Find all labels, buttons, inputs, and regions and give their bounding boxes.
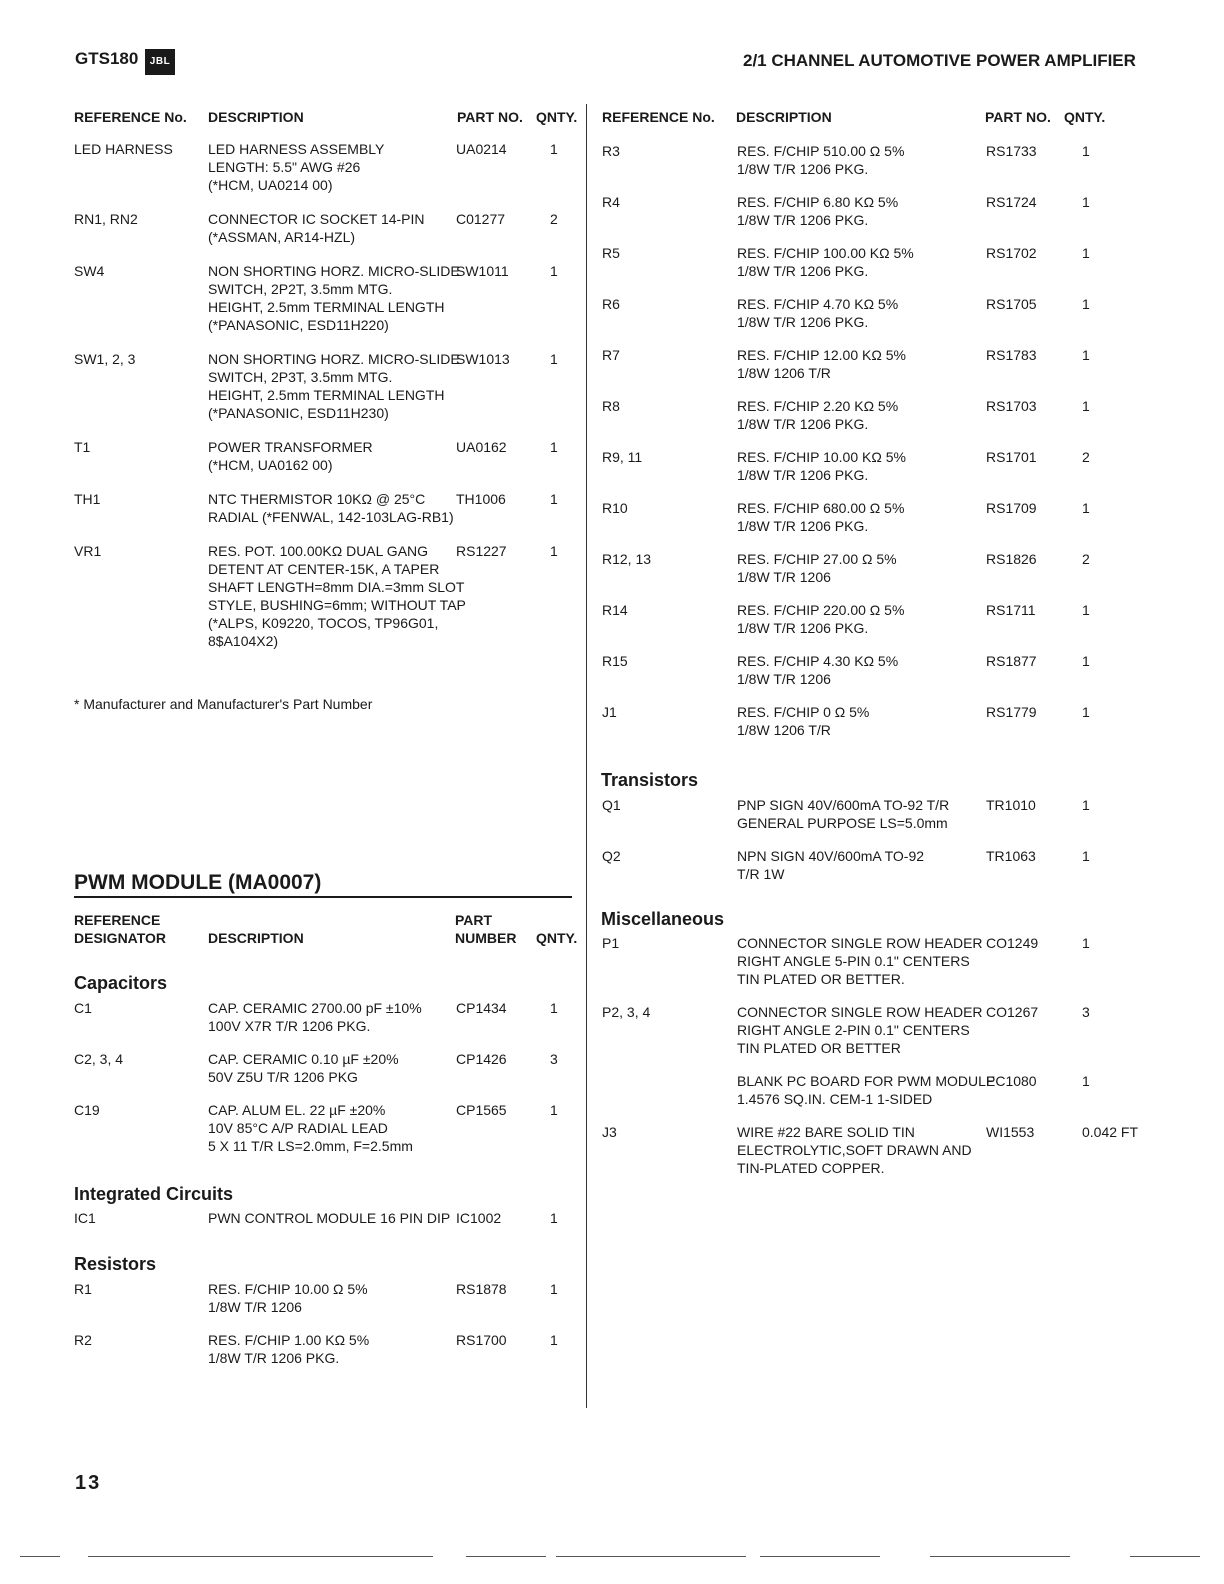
description-line: RES. F/CHIP 10.00 KΩ 5% — [737, 449, 906, 465]
part-description — [737, 550, 987, 586]
part-number: C01277 — [456, 211, 506, 227]
description-line: RES. F/CHIP 27.00 Ω 5% — [737, 551, 897, 567]
description-line: T/R 1W — [737, 866, 785, 882]
quantity: 1 — [1082, 245, 1090, 261]
quantity: 1 — [1082, 1073, 1090, 1089]
scan-artifact — [556, 1556, 746, 1557]
left-header-ref: REFERENCE No. — [74, 109, 187, 125]
column-divider — [586, 104, 587, 1408]
description-line: 1/8W T/R 1206 PKG. — [737, 467, 869, 483]
transistors-heading: Transistors — [601, 770, 699, 790]
quantity: 1 — [550, 1210, 558, 1226]
description-line: SHAFT LENGTH=8mm DIA.=3mm SLOT — [208, 579, 465, 595]
description-line: GENERAL PURPOSE LS=5.0mm — [737, 815, 948, 831]
description-line: HEIGHT, 2.5mm TERMINAL LENGTH — [208, 387, 445, 403]
part-number: RS1705 — [986, 296, 1037, 312]
description-line: RES. F/CHIP 680.00 Ω 5% — [737, 500, 905, 516]
description-line: RES. F/CHIP 100.00 KΩ 5% — [737, 245, 914, 261]
part-number: UA0214 — [456, 141, 507, 157]
part-description — [737, 601, 987, 637]
part-description — [737, 295, 987, 331]
reference-designator: Q1 — [602, 797, 621, 813]
quantity: 1 — [550, 141, 558, 157]
description-line: (*PANASONIC, ESD11H220) — [208, 317, 389, 333]
part-number: CP1565 — [456, 1102, 507, 1118]
scan-artifact — [1130, 1556, 1200, 1557]
quantity: 1 — [1082, 602, 1090, 618]
part-description — [208, 999, 458, 1035]
part-number: TR1063 — [986, 848, 1036, 864]
description-line: PWN CONTROL MODULE 16 PIN DIP — [208, 1210, 451, 1226]
part-description — [737, 142, 987, 178]
quantity: 2 — [1082, 551, 1090, 567]
reference-designator: R9, 11 — [602, 449, 643, 465]
part-description — [737, 1003, 987, 1057]
reference-designator: R2 — [74, 1332, 92, 1348]
reference-designator: R7 — [602, 347, 620, 363]
quantity: 1 — [550, 1102, 558, 1118]
part-description — [737, 934, 987, 988]
right-header-part: PART NO. — [985, 109, 1051, 125]
description-line: SWITCH, 2P3T, 3.5mm MTG. — [208, 369, 393, 385]
part-number: RS1700 — [456, 1332, 507, 1348]
description-line: LENGTH: 5.5" AWG #26 — [208, 159, 361, 175]
quantity: 1 — [550, 491, 558, 507]
description-line: STYLE, BUSHING=6mm; WITHOUT TAP — [208, 597, 466, 613]
part-description — [208, 210, 458, 246]
quantity: 1 — [550, 543, 558, 559]
part-description — [208, 262, 458, 334]
description-line: HEIGHT, 2.5mm TERMINAL LENGTH — [208, 299, 445, 315]
reference-designator: IC1 — [74, 1210, 96, 1226]
reference-designator: VR1 — [74, 543, 102, 559]
description-line: RES. F/CHIP 220.00 Ω 5% — [737, 602, 905, 618]
quantity: 1 — [1082, 296, 1090, 312]
description-line: (*PANASONIC, ESD11H230) — [208, 405, 389, 421]
right-header-qty: QNTY. — [1064, 109, 1106, 125]
description-line: 10V 85°C A/P RADIAL LEAD — [208, 1120, 388, 1136]
reference-designator: P1 — [602, 935, 620, 951]
quantity: 1 — [550, 351, 558, 367]
description-line: 1/8W T/R 1206 — [208, 1299, 302, 1315]
reference-designator: SW1, 2, 3 — [74, 351, 136, 367]
reference-designator: R1 — [74, 1281, 92, 1297]
quantity: 1 — [550, 439, 558, 455]
part-description — [208, 350, 458, 422]
description-line: WIRE #22 BARE SOLID TIN — [737, 1124, 915, 1140]
description-line: (*HCM, UA0214 00) — [208, 177, 333, 193]
part-number: RS1701 — [986, 449, 1037, 465]
description-line: (*ASSMAN, AR14-HZL) — [208, 229, 356, 245]
description-line: 1/8W T/R 1206 — [737, 569, 831, 585]
part-number: RS1878 — [456, 1281, 507, 1297]
description-line: RES. F/CHIP 12.00 KΩ 5% — [737, 347, 906, 363]
part-number: UA0162 — [456, 439, 507, 455]
part-number: RS1709 — [986, 500, 1037, 516]
quantity: 1 — [1082, 653, 1090, 669]
part-description — [737, 1123, 987, 1177]
quantity: 1 — [550, 1281, 558, 1297]
part-description — [737, 499, 987, 535]
description-line: RIGHT ANGLE 5-PIN 0.1" CENTERS — [737, 953, 970, 969]
description-line: (*ALPS, K09220, TOCOS, TP96G01, — [208, 615, 439, 631]
reference-designator: C2, 3, 4 — [74, 1051, 124, 1067]
quantity: 1 — [550, 1332, 558, 1348]
part-number: RS1826 — [986, 551, 1037, 567]
description-line: 1/8W 1206 T/R — [737, 722, 831, 738]
reference-designator: TH1 — [74, 491, 101, 507]
quantity: 1 — [550, 263, 558, 279]
part-description — [208, 1050, 458, 1086]
description-line: NTC THERMISTOR 10KΩ @ 25°C — [208, 491, 426, 507]
part-description — [737, 244, 987, 280]
description-line: 1/8W T/R 1206 PKG. — [737, 263, 869, 279]
left-header-qty: QNTY. — [536, 109, 578, 125]
description-line: CAP. CERAMIC 0.10 µF ±20% — [208, 1051, 399, 1067]
part-description — [208, 438, 458, 474]
description-line: NON SHORTING HORZ. MICRO-SLIDE — [208, 351, 460, 367]
description-line: NPN SIGN 40V/600mA TO-92 — [737, 848, 925, 864]
scan-artifact — [760, 1556, 880, 1557]
pwm-header-ref-1: REFERENCE — [74, 912, 161, 928]
reference-designator: R14 — [602, 602, 628, 618]
miscellaneous-heading: Miscellaneous — [601, 909, 725, 929]
left-header-part: PART NO. — [457, 109, 523, 125]
description-line: 100V X7R T/R 1206 PKG. — [208, 1018, 371, 1034]
document-title: 2/1 CHANNEL AUTOMOTIVE POWER AMPLIFIER — [743, 51, 1136, 70]
reference-designator: R6 — [602, 296, 620, 312]
reference-designator: LED HARNESS — [74, 141, 173, 157]
footnote: * Manufacturer and Manufacturer's Part Number — [74, 696, 373, 712]
description-line: 1/8W 1206 T/R — [737, 365, 831, 381]
pwm-header-part-1: PART — [455, 912, 493, 928]
pwm-header-ref-2: DESIGNATOR — [74, 930, 167, 946]
part-number: PC1080 — [986, 1073, 1037, 1089]
description-line: RES. F/CHIP 4.30 KΩ 5% — [737, 653, 899, 669]
part-description — [737, 652, 987, 688]
part-description — [208, 1101, 458, 1155]
reference-designator: J1 — [602, 704, 617, 720]
quantity: 1 — [1082, 848, 1090, 864]
pwm-header-part-2: NUMBER — [455, 930, 517, 946]
part-number: CO1249 — [986, 935, 1039, 951]
quantity: 1 — [1082, 143, 1090, 159]
scan-artifact — [466, 1556, 546, 1557]
description-line: CAP. CERAMIC 2700.00 pF ±10% — [208, 1000, 422, 1016]
part-description — [737, 1072, 996, 1108]
description-line: 1/8W T/R 1206 PKG. — [208, 1350, 340, 1366]
description-line: (*HCM, UA0162 00) — [208, 457, 333, 473]
description-line: CONNECTOR SINGLE ROW HEADER — [737, 1004, 983, 1020]
quantity: 1 — [1082, 398, 1090, 414]
part-number: SW1013 — [456, 351, 510, 367]
quantity: 0.042 FT — [1082, 1124, 1139, 1140]
part-description — [737, 847, 987, 883]
reference-designator: R8 — [602, 398, 620, 414]
part-number: SW1011 — [456, 263, 509, 279]
reference-designator: P2, 3, 4 — [602, 1004, 651, 1020]
quantity: 2 — [550, 211, 558, 227]
right-header-desc: DESCRIPTION — [736, 109, 832, 125]
pwm-header-qty: QNTY. — [536, 930, 578, 946]
scan-artifact — [88, 1556, 433, 1557]
pwm-module-title: PWM MODULE (MA0007) — [74, 871, 322, 894]
description-line: DETENT AT CENTER-15K, A TAPER — [208, 561, 440, 577]
description-line: RIGHT ANGLE 2-PIN 0.1" CENTERS — [737, 1022, 970, 1038]
capacitors-heading: Capacitors — [74, 973, 168, 993]
description-line: BLANK PC BOARD FOR PWM MODULE — [737, 1073, 996, 1089]
part-number: RS1783 — [986, 347, 1037, 363]
part-description — [737, 346, 987, 382]
description-line: 1/8W T/R 1206 PKG. — [737, 212, 869, 228]
scan-artifact — [20, 1556, 60, 1557]
part-number: RS1703 — [986, 398, 1037, 414]
part-number: TH1006 — [456, 491, 506, 507]
quantity: 1 — [1082, 935, 1090, 951]
part-number: RS1702 — [986, 245, 1037, 261]
integrated-circuits-heading: Integrated Circuits — [74, 1184, 234, 1204]
description-line: 5 X 11 T/R LS=2.0mm, F=2.5mm — [208, 1138, 413, 1154]
reference-designator: C1 — [74, 1000, 92, 1016]
page-number: 13 — [75, 1472, 102, 1494]
model-name: GTS180 — [75, 49, 139, 68]
description-line: ELECTROLYTIC,SOFT DRAWN AND — [737, 1142, 972, 1158]
reference-designator: R10 — [602, 500, 628, 516]
right-header-ref: REFERENCE No. — [602, 109, 715, 125]
description-line: RES. POT. 100.00KΩ DUAL GANG — [208, 543, 429, 559]
description-line: 1/8W T/R 1206 PKG. — [737, 161, 869, 177]
pwm-title-rule — [74, 896, 572, 898]
description-line: TIN-PLATED COPPER. — [737, 1160, 885, 1176]
description-line: 1.4576 SQ.IN. CEM-1 1-SIDED — [737, 1091, 933, 1107]
quantity: 1 — [550, 1000, 558, 1016]
part-number: WI1553 — [986, 1124, 1035, 1140]
description-line: POWER TRANSFORMER — [208, 439, 373, 455]
quantity: 1 — [1082, 500, 1090, 516]
reference-designator: T1 — [74, 439, 91, 455]
resistors-heading: Resistors — [74, 1254, 157, 1274]
reference-designator: R15 — [602, 653, 628, 669]
description-line: RES. F/CHIP 0 Ω 5% — [737, 704, 870, 720]
reference-designator: Q2 — [602, 848, 621, 864]
quantity: 3 — [1082, 1004, 1090, 1020]
reference-designator: R3 — [602, 143, 620, 159]
description-line: RES. F/CHIP 2.20 KΩ 5% — [737, 398, 899, 414]
reference-designator: R12, 13 — [602, 551, 652, 567]
quantity: 2 — [1082, 449, 1090, 465]
part-description — [208, 490, 458, 526]
quantity: 1 — [1082, 704, 1090, 720]
part-description — [737, 703, 987, 739]
part-description — [208, 1331, 458, 1367]
description-line: SWITCH, 2P2T, 3.5mm MTG. — [208, 281, 393, 297]
description-line: 50V Z5U T/R 1206 PKG — [208, 1069, 358, 1085]
part-number: CO1267 — [986, 1004, 1039, 1020]
quantity: 3 — [550, 1051, 558, 1067]
description-line: CONNECTOR SINGLE ROW HEADER — [737, 935, 983, 951]
part-number: IC1002 — [456, 1210, 502, 1226]
description-line: CONNECTOR IC SOCKET 14-PIN — [208, 211, 425, 227]
description-line: RES. F/CHIP 1.00 KΩ 5% — [208, 1332, 370, 1348]
part-number: CP1434 — [456, 1000, 507, 1016]
part-number: RS1877 — [986, 653, 1037, 669]
description-line: RES. F/CHIP 510.00 Ω 5% — [737, 143, 905, 159]
part-description — [737, 796, 987, 832]
description-line: RES. F/CHIP 10.00 Ω 5% — [208, 1281, 368, 1297]
part-description — [737, 193, 987, 229]
part-description — [208, 1209, 458, 1227]
jbl-logo: JBL — [145, 49, 175, 75]
description-line: 1/8W T/R 1206 PKG. — [737, 314, 869, 330]
reference-designator: R5 — [602, 245, 620, 261]
description-line: 8$A104X2) — [208, 633, 279, 649]
part-description — [208, 542, 466, 650]
description-line: RES. F/CHIP 6.80 KΩ 5% — [737, 194, 899, 210]
description-line: CAP. ALUM EL. 22 µF ±20% — [208, 1102, 386, 1118]
reference-designator: RN1, RN2 — [74, 211, 138, 227]
part-number: RS1779 — [986, 704, 1037, 720]
quantity: 1 — [1082, 194, 1090, 210]
left-header-desc: DESCRIPTION — [208, 109, 304, 125]
reference-designator: J3 — [602, 1124, 617, 1140]
part-number: RS1227 — [456, 543, 507, 559]
part-number: RS1733 — [986, 143, 1037, 159]
part-description — [737, 397, 987, 433]
reference-designator: R4 — [602, 194, 620, 210]
part-description — [208, 140, 458, 194]
description-line: LED HARNESS ASSEMBLY — [208, 141, 385, 157]
description-line: TIN PLATED OR BETTER — [737, 1040, 901, 1056]
description-line: 1/8W T/R 1206 PKG. — [737, 518, 869, 534]
description-line: 1/8W T/R 1206 PKG. — [737, 416, 869, 432]
part-description — [208, 1280, 458, 1316]
part-number: TR1010 — [986, 797, 1036, 813]
part-number: RS1724 — [986, 194, 1037, 210]
description-line: TIN PLATED OR BETTER. — [737, 971, 905, 987]
part-number: RS1711 — [986, 602, 1036, 618]
scan-artifact — [930, 1556, 1070, 1557]
quantity: 1 — [1082, 797, 1090, 813]
description-line: PNP SIGN 40V/600mA TO-92 T/R — [737, 797, 950, 813]
part-number: CP1426 — [456, 1051, 507, 1067]
description-line: 1/8W T/R 1206 — [737, 671, 831, 687]
description-line: NON SHORTING HORZ. MICRO-SLIDE — [208, 263, 460, 279]
pwm-header-desc: DESCRIPTION — [208, 930, 304, 946]
description-line: 1/8W T/R 1206 PKG. — [737, 620, 869, 636]
reference-designator: SW4 — [74, 263, 105, 279]
part-description — [737, 448, 987, 484]
description-line: RES. F/CHIP 4.70 KΩ 5% — [737, 296, 899, 312]
description-line: RADIAL (*FENWAL, 142-103LAG-RB1) — [208, 509, 454, 525]
reference-designator: C19 — [74, 1102, 100, 1118]
quantity: 1 — [1082, 347, 1090, 363]
